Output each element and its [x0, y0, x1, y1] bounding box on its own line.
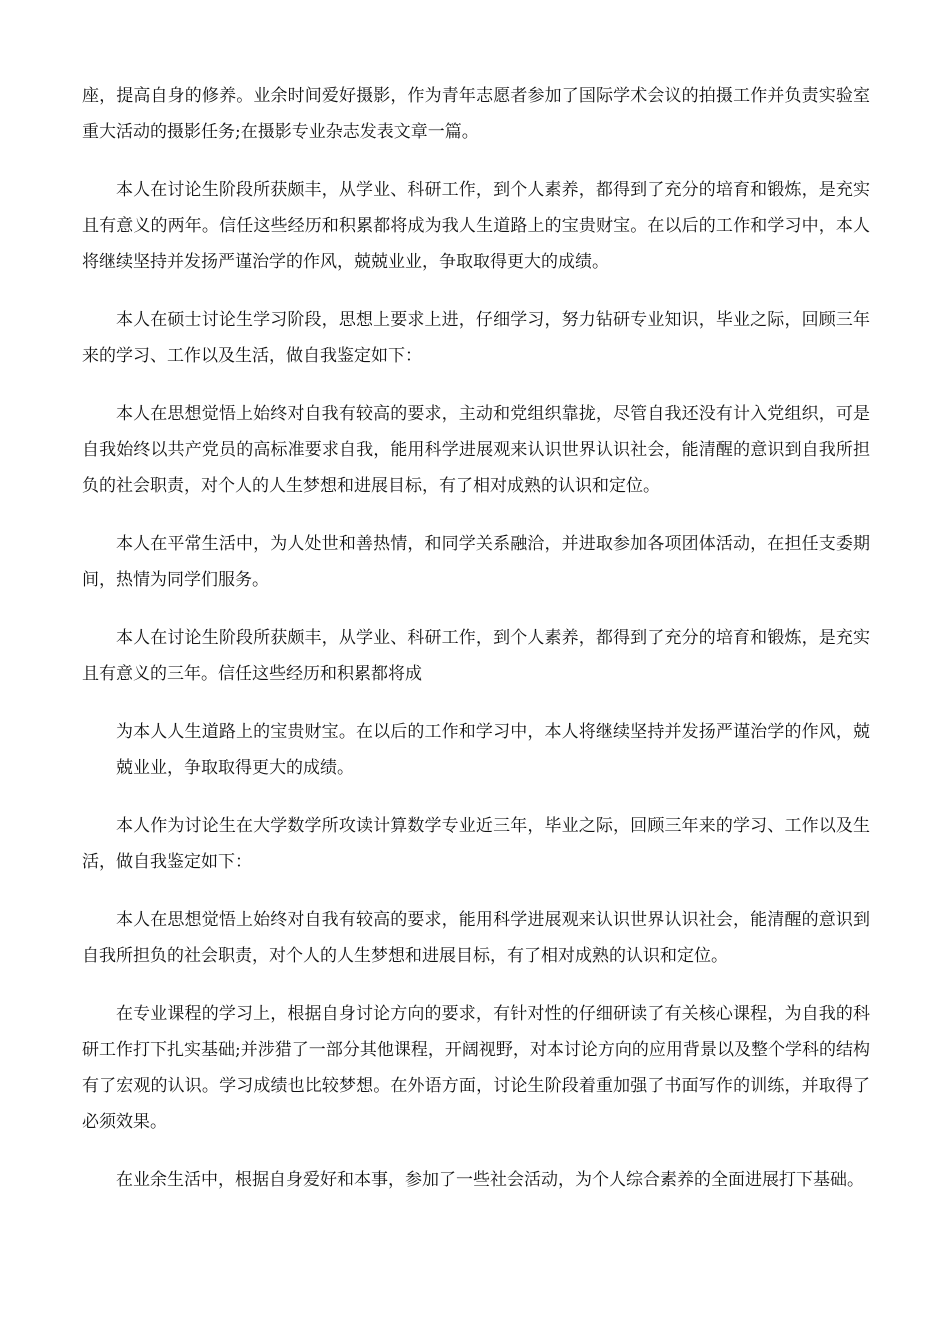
paragraph-7: 为本人人生道路上的宝贵财宝。在以后的工作和学习中，本人将继续坚持并发扬严谨治学的作风，兢兢业业，争取取得更大的成绩。 — [116, 722, 870, 778]
paragraph-9: 本人在思想觉悟上始终对自我有较高的要求，能用科学进展观来认识世界认识社会，能清醒的意识到自我所担负的社会职责，对个人的人生梦想和进展目标，有了相对成熟的认识和定位。 — [82, 910, 870, 966]
paragraph-11: 在业余生活中，根据自身爱好和本事，参加了一些社会活动，为个人综合素养的全面进展打下基础。 — [116, 1170, 864, 1190]
paragraph-4: 本人在思想觉悟上始终对自我有较高的要求，主动和党组织靠拢，尽管自我还没有计入党组织，可是自我始终以共产党员的高标准要求自我，能用科学进展观来认识世界认识社会，能清醒的意识到自我所担负的社会职责，对个人的人生梦想和进展目标，有了相对成熟的认识和定位。 — [82, 404, 870, 496]
paragraph-3: 本人在硕士讨论生学习阶段，思想上要求上进，仔细学习，努力钻研专业知识，毕业之际，回顾三年来的学习、工作以及生活，做自我鉴定如下： — [82, 310, 870, 366]
paragraph-6: 本人在讨论生阶段所获颇丰，从学业、科研工作，到个人素养，都得到了充分的培育和锻炼，是充实且有意义的三年。信任这些经历和积累都将成 — [82, 628, 870, 684]
paragraph-1: 座，提高自身的修养。业余时间爱好摄影，作为青年志愿者参加了国际学术会议的拍摄工作并负责实验室重大活动的摄影任务;在摄影专业杂志发表文章一篇。 — [82, 86, 870, 142]
paragraph-2: 本人在讨论生阶段所获颇丰，从学业、科研工作，到个人素养，都得到了充分的培育和锻炼，是充实且有意义的两年。信任这些经历和积累都将成为我人生道路上的宝贵财宝。在以后的工作和学习中，本人将继续坚持并发扬严谨治学的作风，兢兢业业，争取取得更大的成绩。 — [82, 180, 870, 272]
paragraph-5: 本人在平常生活中，为人处世和善热情，和同学关系融洽，并进取参加各项团体活动，在担任支委期间，热情为同学们服务。 — [82, 534, 870, 590]
paragraph-10: 在专业课程的学习上，根据自身讨论方向的要求，有针对性的仔细研读了有关核心课程，为自我的科研工作打下扎实基础;并涉猎了一部分其他课程，开阔视野，对本讨论方向的应用背景以及整个学科的结构有了宏观的认识。学习成绩也比较梦想。在外语方面，讨论生阶段着重加强了书面写作的训练，并取得了必须效果。 — [82, 1004, 870, 1132]
paragraph-8: 本人作为讨论生在大学数学所攻读计算数学专业近三年，毕业之际，回顾三年来的学习、工作以及生活，做自我鉴定如下： — [82, 816, 870, 872]
